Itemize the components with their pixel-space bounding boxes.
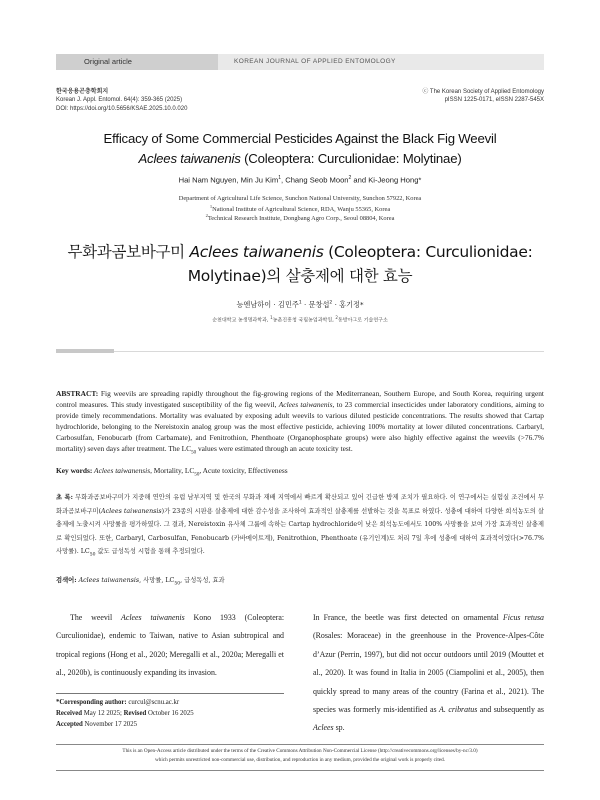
section-divider (56, 351, 544, 352)
copyright-notice: ⓒ The Korean Society of Applied Entomology (422, 89, 544, 95)
license-line-1: This is an Open-Access article distributed under the terms of the Creative Commons Attribution Non-Commercial License (http://creativecommons.org/licenses/by-nc/3.0) (122, 748, 478, 754)
abstract-species: Aclees taiwanenis (278, 400, 333, 409)
license-footer (56, 744, 544, 771)
affiliation-0: Department of Agricultural Life Science, Sunchon National University, Sunchon 57922, Korea (178, 195, 422, 202)
korean-abstract-label: 초 록: (56, 494, 73, 501)
korean-author-list (0, 300, 600, 310)
body-right-text-3: and subsequently as (477, 705, 544, 715)
body-left-text-2: Kono 1933 (Coleoptera: Curculionidae), endemic to Taiwan, native to Asian subtropical and tropical regions (Hong et al., 2020; Meregalli et al., 2020a; Meregalli et al., 2020b), is continuously expanding its invasion. (56, 613, 285, 678)
title-species-name: Aclees taiwanenis (138, 151, 241, 166)
correspondence-block (56, 698, 284, 730)
accepted-value: November 17 2025 (82, 720, 137, 728)
keywords (56, 465, 544, 480)
body-right-italic-3: Aclees (313, 723, 334, 733)
author-names-2: , Chang Seob Moon (280, 175, 349, 185)
affiliation-2-text: Technical Research Institute, Dongbang Agro Corp., Seoul 08804, Korea (207, 215, 395, 223)
affiliation-2-mark: 2 (205, 213, 208, 218)
affiliation-1 (0, 204, 600, 213)
body-left-text-1: The weevil (70, 613, 122, 622)
korean-aff-1: 농촌진흥청 국립농업과학원, (272, 317, 336, 324)
corresponding-author-email[interactable]: curcul@scnu.ac.kr (126, 699, 180, 706)
korean-keywords (56, 574, 544, 591)
korean-author-sup-2: 2 (329, 300, 333, 306)
author-names-3: and Ki-Jeong Hong* (351, 175, 422, 185)
article-title (0, 129, 600, 169)
body-left-species: Aclees taiwanenis (121, 613, 185, 622)
korean-keywords-label: 검색어: (56, 577, 77, 584)
korean-title (0, 240, 600, 288)
affiliation-1-text: National Institute of Agricultural Science, RDA, Wanju 55365, Korea (212, 206, 391, 214)
keywords-text-2: , Acute toxicity, Effectiveness (199, 466, 288, 475)
korean-title-line-2: Molytinae)의 살충제에 대한 효능 (187, 267, 413, 285)
korean-author-2: · 문창섭 (301, 300, 330, 309)
korean-journal-name: 한국응용곤충학회지 (56, 88, 109, 95)
korean-affiliations (0, 315, 600, 324)
korean-title-post: (Coleoptera: Curculionidae: (323, 243, 533, 261)
doi-link[interactable]: DOI: https://doi.org/10.5656/KSAE.2025.10.0.020 (56, 105, 188, 112)
journal-reference: Korean J. Appl. Entomol. 64(4): 359-365 (2025) (56, 97, 183, 104)
title-line-1: Efficacy of Some Commercial Pesticides Against the Black Fig Weevil (103, 131, 497, 146)
korean-abstract-text-3: 값도 급성독성 시험을 통해 추정되었다. (95, 548, 205, 556)
received-label: Received (56, 709, 83, 717)
abstract-label: ABSTRACT: (56, 389, 99, 398)
journal-name: KOREAN JOURNAL OF APPLIED ENTOMOLOGY (234, 58, 396, 65)
korean-abstract-species: Aclees taiwanensis (101, 507, 162, 515)
korean-author-1: 능엔남하이 · 김민주 (236, 300, 299, 309)
title-line-2 (0, 149, 600, 169)
body-right-italic-2: A. cribratus (439, 705, 478, 715)
revised-label: Revised (123, 709, 147, 717)
received-value: May 12 2025; (82, 709, 124, 717)
korean-abstract-text-1: 무화과곰보바구미가 지중해 연안의 유럽 남부지역 및 한국의 무화과 재배 지역에서 빠르게 확산되고 있어 긴급한 방제 조치가 필요하다. 이 연구에서는 실험실 조건에서 무화과곰보바구미( (56, 494, 545, 515)
body-column-right (313, 609, 544, 738)
korean-aff-0: 순천대학교 농생명과학과, (212, 317, 271, 324)
article-type-label: Original article (84, 57, 132, 66)
keywords-label: Key words: (56, 466, 93, 475)
body-column-left (56, 609, 284, 683)
korean-abstract (56, 491, 544, 562)
author-list (0, 175, 600, 185)
issn-info: pISSN 1225-0171, eISSN 2287-545X (444, 97, 544, 104)
article-type-badge (56, 54, 218, 70)
journal-header-bar (218, 54, 544, 70)
accepted-date (56, 720, 284, 731)
body-right-text-1: In France, the beetle was first detected on ornamental (313, 613, 503, 622)
korean-title-pre: 무화과곰보바구미 (67, 243, 190, 261)
corresponding-author (56, 698, 284, 709)
title-taxonomy: (Coleoptera: Curculionidae: Molytinae) (240, 151, 462, 166)
korean-keywords-text-1: , 사망률, LC (139, 577, 175, 584)
keywords-species: Aclees taiwanensis (92, 466, 151, 475)
body-right-italic-1: Ficus retusa (502, 613, 544, 622)
affiliation-1-mark: 1 (209, 204, 213, 209)
affiliation-2 (0, 213, 600, 222)
footnote-divider (56, 693, 284, 694)
author-sup-2: 2 (348, 175, 352, 181)
korean-author-sup-1: 1 (298, 300, 302, 306)
abstract-text-1: Fig weevils are spreading rapidly throughout the fig-growing regions of the Mediterranean, Southern Europe, and South Korea, requiring urgent control measures. This study investigated susceptibility of the fig weevil, (56, 389, 544, 409)
korean-abstract-text-2: )가 23종의 시판용 살충제에 대한 감수성을 조사하여 효과적인 살충제를 선발하는 것을 목표로 하였다. 성충에 대하여 다양한 희석농도의 살충제에 노출시켜 사망률을 평가하였다. 그 결과, Nereistoxin 유사체 그룹에 속하는 Cartap hydrochloride이 낮은 희석농도에서도 100% 사망률을 보여 가장 효과적인 살충제로 확인되었다. 또한, Carbaryl, Carbosulfan, Fenobucarb (카바메이트계), Fenitrothion, Phenthoate (유기인계)도 처리 7일 후에 성충에 대하여 효과적이었다(>76.7% 사망률). LC (56, 507, 544, 556)
korean-keywords-sub: 50 (174, 581, 181, 587)
korean-keywords-text-2: , 급성독성, 효과 (180, 577, 225, 584)
abstract-sub: 50 (191, 450, 197, 456)
received-dates (56, 709, 284, 720)
abstract-text-3: values were estimated through an acute toxicity test. (196, 444, 353, 453)
abstract-text-2: , to 23 commercial insecticides under laboratory conditions, aiming to provide timely recommendations. Mortality was evaluated by exposing adult weevils to various diluted pesticide concentrations. The results showed that Cartap hydrochloride, belonging to the Nereistoxin analog group was the most effective pesticide, achieving 100% mortality at lower diluted concentrations. Carbaryl, Carbosulfan, Fenobucarb (from Carbamate), and Fenitrothion, Phenthoate (Organophosphate groups) were also highly effective against the weevils (>76.7% mortality) seven days after treatment. The LC (56, 400, 544, 453)
korean-aff-mark-2: 2 (335, 315, 338, 320)
body-right-text-2: (Rosales: Moraceae) in the greenhouse in the Provence-Alpes-Côte d’Azur (Perrin, 1997), but did not occur outdoors until 2019 (Mouttet et al., 2020). It was found in Italia in 2005 (Ciampolini et al., 2005), then quickly spread to many areas of the country (Farina et al., 2021). The species was formerly mis-identified as (313, 631, 544, 715)
korean-keywords-species: Aclees taiwanensis (76, 577, 140, 584)
abstract (56, 388, 544, 458)
author-sup-1: 1 (278, 175, 281, 181)
society-block (380, 88, 544, 105)
license-line-2: which permits unrestricted non-commercial use, distribution, and reproduction in any medium, provided the original work is properly cited. (155, 757, 445, 763)
korean-author-3: · 홍기정* (332, 300, 364, 309)
body-right-text-4: sp. (333, 723, 345, 733)
citation-block (56, 88, 187, 113)
section-divider-block (56, 349, 114, 353)
revised-value: October 16 2025 (146, 709, 194, 717)
korean-title-line-1 (0, 240, 600, 264)
accepted-label: Accepted (56, 720, 83, 728)
korean-aff-2: 동방아그로 기술연구소 (337, 317, 388, 324)
keywords-text-1: , Mortality, LC (150, 466, 195, 475)
keywords-sub: 50 (194, 472, 200, 478)
author-names-1: Hai Nam Nguyen, Min Ju Kim (178, 175, 279, 185)
korean-title-species: Aclees taiwanenis (189, 243, 324, 261)
corresponding-author-label: *Corresponding author: (56, 699, 127, 706)
korean-aff-mark-1: 1 (270, 315, 273, 320)
korean-abstract-sub: 50 (89, 552, 96, 558)
